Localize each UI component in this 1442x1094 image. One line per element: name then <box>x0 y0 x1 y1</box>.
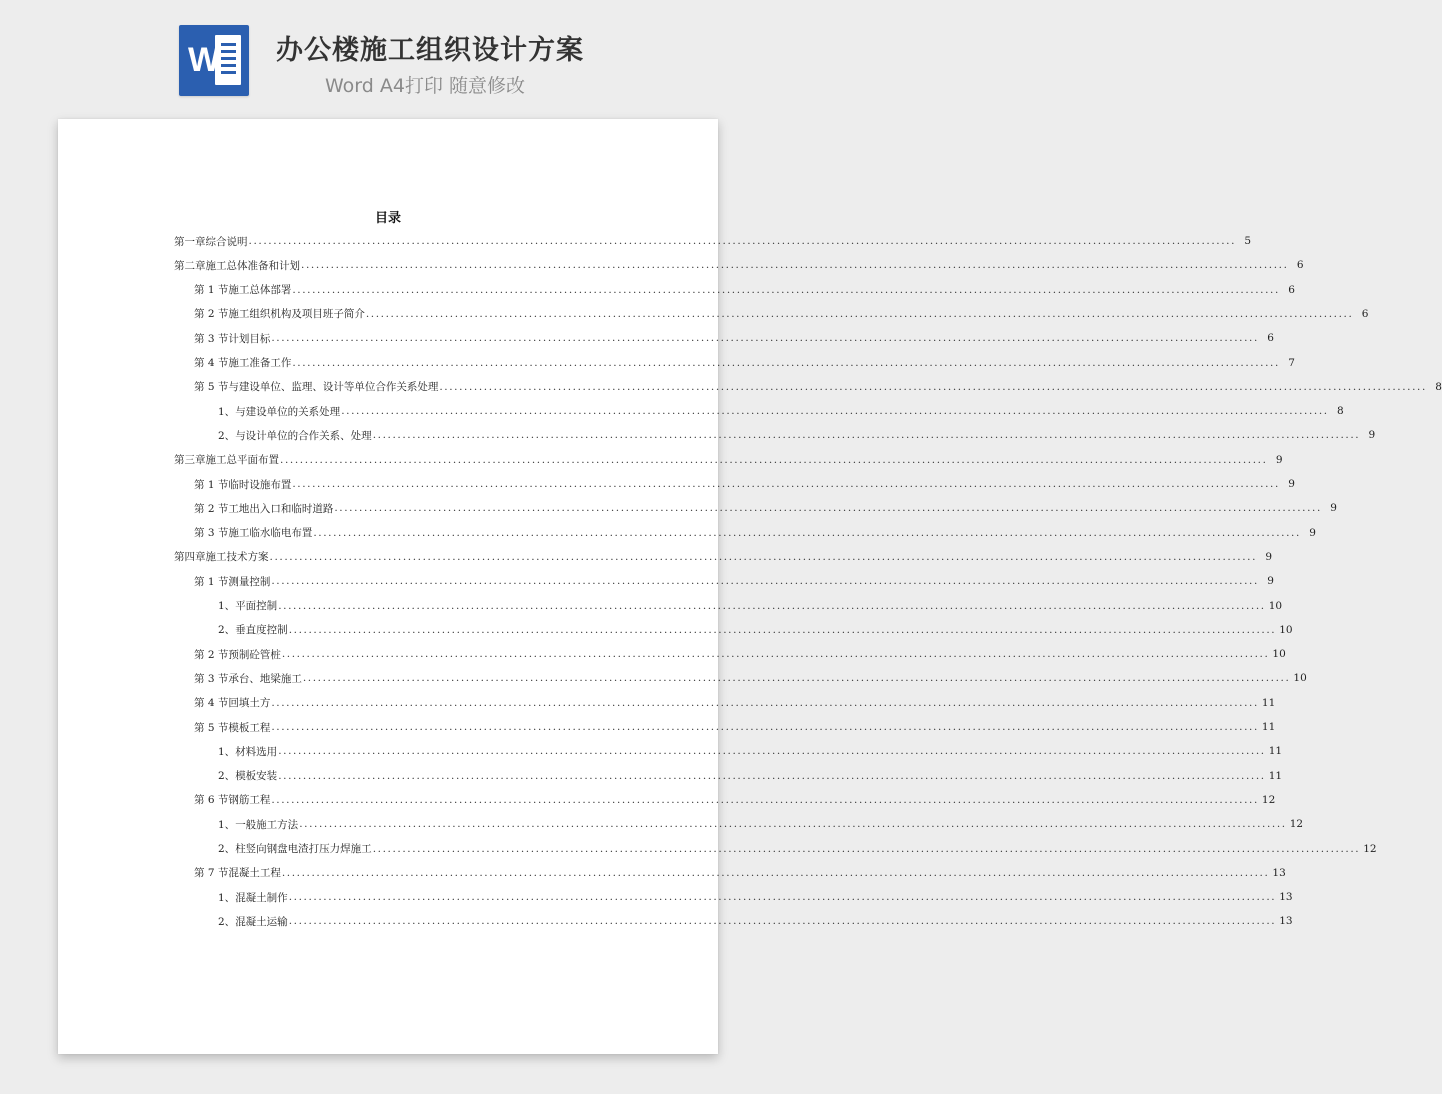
toc-dot-leader: ........................................................................................................................................................................................................ <box>271 696 1259 709</box>
toc-entry-page-number: 9 <box>1288 478 1295 490</box>
toc-entry-number: 第三章 <box>174 454 206 467</box>
toc-dot-leader: ........................................................................................................................................................................................................ <box>439 380 1427 393</box>
toc-entry[interactable] <box>194 791 1276 809</box>
toc-entry-number: 第 1 节 <box>194 284 229 297</box>
toc-entry-label: 混凝土制作 <box>235 891 288 904</box>
toc-entry-page-number: 7 <box>1288 356 1295 369</box>
toc-entry[interactable] <box>174 548 1273 566</box>
toc-entry-page-number: 12 <box>1363 842 1377 855</box>
toc-entry-page-number: 10 <box>1272 648 1286 661</box>
toc-entry-page-number: 6 <box>1288 283 1295 296</box>
toc-entry-page-number: 9 <box>1265 550 1273 563</box>
toc-dot-leader: ........................................................................................................................................................................................................ <box>271 721 1259 733</box>
toc-entry[interactable] <box>194 329 1274 347</box>
toc-entry[interactable] <box>194 281 1295 299</box>
toc-dot-leader: ........................................................................................................................................................................................................ <box>278 769 1266 782</box>
toc-entry-page-number: 8 <box>1435 380 1442 393</box>
toc-dot-leader: ........................................................................................................................................................................................................ <box>271 575 1259 588</box>
toc-entry-label: 垂直度控制 <box>235 624 288 637</box>
toc-entry-label: 材料选用 <box>235 745 278 758</box>
toc-entry[interactable] <box>194 694 1276 712</box>
toc-entry[interactable] <box>218 426 1376 444</box>
toc-entry-label: 综合说明 <box>205 235 248 248</box>
toc-entry-label: 施工总体部署 <box>228 284 292 297</box>
toc-dot-leader: ........................................................................................................................................................................................................ <box>288 891 1277 904</box>
toc-entry[interactable] <box>194 305 1369 323</box>
page-subtitle: Word A4打印 随意修改 <box>325 75 526 97</box>
toc-entry[interactable] <box>218 742 1283 760</box>
toc-entry-label: 预制砼管桩 <box>228 648 281 661</box>
toc-entry-number: 第 5 节 <box>194 381 229 394</box>
toc-entry-page-number: 9 <box>1309 526 1316 539</box>
toc-entry-number: 第 3 节 <box>194 527 229 540</box>
toc-entry-label: 平面控制 <box>235 600 278 612</box>
toc-entry-label: 施工临水临电布置 <box>228 527 313 540</box>
toc-entry[interactable] <box>194 378 1442 396</box>
toc-entry-label: 钢筋工程 <box>228 794 271 807</box>
toc-dot-leader: ........................................................................................................................................................................................................ <box>288 623 1277 636</box>
toc-entry-label: 施工总体准备和计划 <box>205 259 300 272</box>
toc-entry[interactable] <box>218 888 1293 906</box>
toc-entry-number: 第二章 <box>174 259 206 272</box>
toc-entry-label: 施工总平面布置 <box>205 454 279 467</box>
toc-entry-label: 一般施工方法 <box>235 818 299 831</box>
toc-entry-number: 第 4 节 <box>194 697 229 710</box>
toc-dot-leader: ........................................................................................................................................................................................................ <box>334 502 1322 515</box>
toc-entry-label: 施工准备工作 <box>228 357 292 369</box>
toc-entry-number: 2、 <box>218 770 236 783</box>
toc-entry-page-number: 9 <box>1275 453 1283 466</box>
toc-entry-label: 施工组织机构及项目班子简介 <box>228 308 365 321</box>
toc-entry-page-number: 13 <box>1279 915 1293 928</box>
toc-dot-leader: ........................................................................................................................................................................................................ <box>271 793 1259 806</box>
toc-entry[interactable] <box>218 621 1293 639</box>
toc-entry[interactable] <box>218 815 1304 833</box>
toc-dot-leader: ........................................................................................................................................................................................................ <box>269 550 1258 563</box>
toc-entry-number: 第 4 节 <box>194 357 229 369</box>
toc-dot-leader: ........................................................................................................................................................................................................ <box>302 672 1291 685</box>
toc-entry-label: 施工技术方案 <box>205 551 269 564</box>
page-title: 办公楼施工组织设计方案 <box>276 35 584 66</box>
toc-entry-page-number: 6 <box>1267 332 1274 345</box>
toc-entry-label: 模板安装 <box>235 770 278 783</box>
toc-entry-page-number: 9 <box>1330 502 1337 515</box>
toc-dot-leader: ........................................................................................................................................................................................................ <box>341 405 1329 418</box>
toc-entry-number: 2、 <box>218 429 236 442</box>
toc-dot-leader: ........................................................................................................................................................................................................ <box>292 283 1280 296</box>
toc-entry-number: 2、 <box>218 843 236 855</box>
toc-entry[interactable] <box>194 645 1286 663</box>
toc-entry-page-number: 6 <box>1296 259 1304 272</box>
toc-entry-label: 混凝土运输 <box>235 915 288 928</box>
toc-entry-page-number: 10 <box>1268 599 1283 612</box>
toc-dot-leader: ........................................................................................................................................................................................................ <box>281 866 1270 879</box>
toc-dot-leader: ........................................................................................................................................................................................................ <box>365 307 1354 320</box>
toc-entry-number: 第四章 <box>174 551 206 564</box>
toc-entry-number: 第 2 节 <box>194 648 229 661</box>
toc-entry[interactable] <box>194 499 1337 517</box>
toc-entry[interactable] <box>194 572 1274 590</box>
toc-dot-leader: ........................................................................................................................................................................................................ <box>278 599 1266 612</box>
toc-dot-leader: ........................................................................................................................................................................................................ <box>278 745 1266 758</box>
toc-entry[interactable] <box>194 864 1286 882</box>
toc-dot-leader: ........................................................................................................................................................................................................ <box>288 915 1277 928</box>
toc-entry-label: 工地出入口和临时道路 <box>228 502 334 515</box>
toc-dot-leader: ........................................................................................................................................................................................................ <box>372 842 1361 855</box>
toc-entry-label: 柱竖向钢盘电渣打压力焊施工 <box>235 843 372 855</box>
toc-entry[interactable] <box>194 718 1276 736</box>
toc-entry-number: 第 1 节 <box>194 478 229 491</box>
toc-dot-leader: ........................................................................................................................................................................................................ <box>281 648 1270 661</box>
toc-entry-number: 2、 <box>218 624 236 637</box>
toc-entry-page-number: 13 <box>1279 891 1293 904</box>
toc-entry-page-number: 6 <box>1361 307 1369 320</box>
toc-entry-label: 回填土方 <box>228 697 271 710</box>
toc-entry-page-number: 11 <box>1261 721 1276 733</box>
toc-entry-number: 1、 <box>218 818 236 831</box>
toc-entry-number: 第 3 节 <box>194 332 229 345</box>
header <box>0 0 774 110</box>
toc-entry-label: 与设计单位的合作关系、处理 <box>235 429 372 442</box>
toc-entry-label: 计划目标 <box>228 332 271 345</box>
toc-entry-page-number: 5 <box>1244 235 1252 247</box>
toc-entry-page-number: 9 <box>1368 429 1376 442</box>
toc-entry-label: 模板工程 <box>228 721 271 734</box>
toc-dot-leader: ........................................................................................................................................................................................................ <box>292 478 1280 490</box>
toc-entry-label: 临时设施布置 <box>228 478 292 491</box>
toc-entry-page-number: 11 <box>1268 745 1283 758</box>
toc-entry-label: 与建设单位的关系处理 <box>235 405 341 418</box>
toc-entry-number: 第 5 节 <box>194 721 229 734</box>
toc-entry[interactable] <box>194 354 1295 372</box>
toc-dot-leader: ........................................................................................................................................................................................................ <box>292 356 1280 369</box>
document-page <box>58 119 1442 1054</box>
toc-entry[interactable] <box>194 475 1295 493</box>
toc-entry[interactable] <box>174 232 1252 250</box>
toc-entry[interactable] <box>194 524 1316 542</box>
toc-entry-label: 承台、地梁施工 <box>228 672 302 685</box>
toc-entry-page-number: 11 <box>1261 696 1276 709</box>
toc-entry[interactable] <box>194 669 1307 687</box>
toc-entry-number: 1、 <box>218 405 236 418</box>
toc-entry-page-number: 11 <box>1268 769 1283 782</box>
toc-entry-page-number: 12 <box>1261 793 1276 806</box>
toc-entry[interactable] <box>174 256 1304 274</box>
toc-dot-leader: ........................................................................................................................................................................................................ <box>313 526 1301 539</box>
toc-dot-leader: ........................................................................................................................................................................................................ <box>372 429 1361 442</box>
toc-entry[interactable] <box>174 451 1283 469</box>
toc-dot-leader: ........................................................................................................................................................................................................ <box>280 453 1268 466</box>
toc-entry[interactable] <box>218 767 1283 785</box>
toc-entry-number: 第 2 节 <box>194 502 229 515</box>
toc-entry-page-number: 8 <box>1337 405 1344 418</box>
toc-entry-number: 第 3 节 <box>194 672 229 685</box>
toc-entry[interactable] <box>218 912 1293 930</box>
toc-dot-leader: ........................................................................................................................................................................................................ <box>248 235 1237 247</box>
toc-title: 目录 <box>374 211 401 226</box>
toc-entry-page-number: 9 <box>1267 575 1274 588</box>
toc-entry[interactable] <box>218 840 1377 858</box>
toc-entry-number: 第 6 节 <box>194 794 229 807</box>
toc-dot-leader: ........................................................................................................................................................................................................ <box>299 818 1287 831</box>
toc-entry-number: 1、 <box>218 745 236 758</box>
toc-entry-number: 第 7 节 <box>194 867 229 880</box>
toc-entry[interactable] <box>218 402 1344 420</box>
toc-entry-label: 混凝土工程 <box>228 867 281 880</box>
toc-entry-page-number: 13 <box>1272 866 1286 879</box>
toc-dot-leader: ........................................................................................................................................................................................................ <box>301 259 1289 272</box>
toc-entry-number: 第 1 节 <box>194 575 229 588</box>
toc-dot-leader: ........................................................................................................................................................................................................ <box>271 332 1259 345</box>
toc-entry-number: 第一章 <box>174 235 206 248</box>
toc-entry-number: 2、 <box>218 915 236 928</box>
toc-entry-page-number: 10 <box>1279 623 1293 636</box>
toc-entry-page-number: 10 <box>1293 672 1307 685</box>
toc-entry-label: 与建设单位、监理、设计等单位合作关系处理 <box>228 381 439 394</box>
toc-entry-number: 第 2 节 <box>194 308 229 321</box>
toc-entry-number: 1、 <box>218 891 236 904</box>
toc-entry-page-number: 12 <box>1289 818 1304 831</box>
toc-entry-label: 测量控制 <box>228 575 271 588</box>
toc-entry-number: 1、 <box>218 600 236 612</box>
word-icon-letter: W <box>188 41 221 79</box>
word-icon <box>179 25 249 96</box>
toc-entry[interactable] <box>218 597 1283 615</box>
